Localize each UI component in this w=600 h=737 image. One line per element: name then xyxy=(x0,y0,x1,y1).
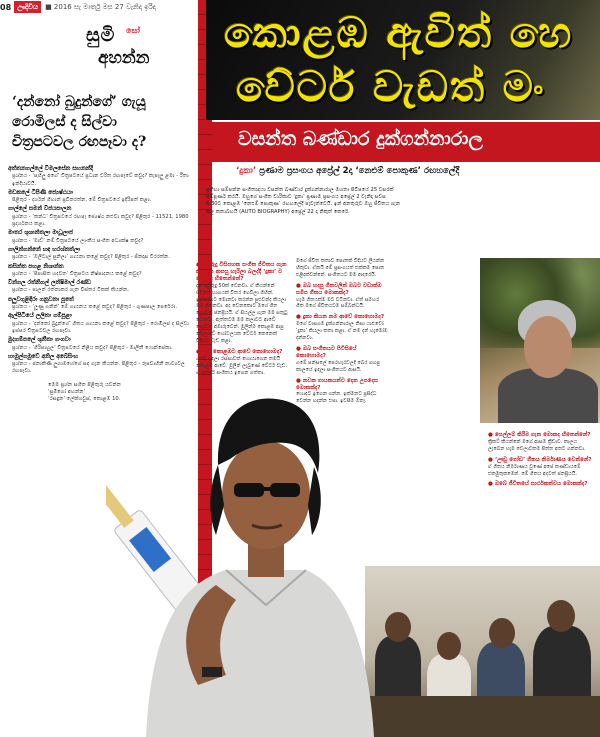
interview-question: ● ඔබ කොළඹට ආවේ කොහොමද? xyxy=(196,348,283,355)
hero-title-line-1: කොළඹ ඇවිත් හෙ xyxy=(224,8,574,57)
subheadline xyxy=(236,166,596,176)
qa-text: ප්‍රශ්නය - ‘මාඩ්’ නම් චිත්‍රපටයේ ලාංකීය සංගීත අධ්‍යක්ෂ කවුද? xyxy=(12,237,144,244)
interview-answer: ගමේ පන්සලේ පෙරහැරවලදී බෙර ගහපු කාලයේ ඉඳලා සංගීතයට ආසයි. xyxy=(296,359,380,373)
left-headline xyxy=(12,92,190,152)
qa-text: ප්‍රශ්නය - ‘ගිරිපාහුල’ චිත්‍රපටයේ නිළිය කවුද? පිළිතුර - මාලිනී ෆොන්සේකා. xyxy=(12,344,173,351)
sign-off-line: මෙම ප්‍රශ්න සහිත පිළිතුරු යවන්න xyxy=(48,381,121,388)
group-photo-head xyxy=(385,612,411,642)
group-photo xyxy=(365,566,600,737)
interview-answer: හොඳට ඉගෙන ගන්න. ඉක්මනට ප්‍රසිද්ධ වෙන්න හදන්න එපා. ඉවසීම ඕනෑ. xyxy=(296,391,377,405)
interview-answer: ක්‍රිකට් කියන්නේ මගේ ආසම ක්‍රීඩාව. කාලය ලැබෙන හැම වෙලාවකම පිත්ත අතට ගන්නවා. xyxy=(488,438,586,452)
intro-paragraph: ප්‍රතිභා සම්පන්න සංගීතඥයා වසන්ත බණ්ඩාර දුක්ගන්නාරාල මහතා පිටිපයේ 25 වසරක් සම්පූර්ණ කරයි. ඔහුගේ සංගීත චාරිකාව ‘දුකා’ ප්‍රණාම ප්‍රසංගය අප්‍රේල් 2 වැනිදා සවස 6.30ට කොළඹ ‘නෙළුම් පොකුණ’ රඟහලේදී පැවැත්වෙයි. ඉන් අනතුරුව ඔහු ජීවිතය ගැන කළ කතාබහයි (AUTO BIOGRAPHY) අප්‍රේල් 22 දා නිකුත් කෙරේ. xyxy=(206,187,401,215)
hero-banner xyxy=(206,0,600,120)
man-illustration xyxy=(106,355,376,737)
interview-question: ● අවුරුදු විසිපහක සංගීත ජීවිතය ගැන කියන්න ආපසු හැරිලා බලද්දී ‘දුකා’ ට මොකද හිතෙන්නේ? xyxy=(196,262,287,282)
sign-off-line: ‘රසඳුන’ ලේක්හවුස්, කොළඹ 10. xyxy=(48,396,121,403)
headline-line: රොමිලස් ද සිල්වා xyxy=(12,114,117,130)
sign-off-line: ‘සුමීගෝ අහන්න’ xyxy=(48,389,86,396)
interview-question: ● නවක ගායකයන්ට දෙන උපදෙස මොකක්ද? xyxy=(296,377,378,391)
page-header xyxy=(0,0,205,14)
group-photo-head xyxy=(437,632,461,660)
interview-question: ● දුකා කියන නම ආවේ කොහොමද? xyxy=(296,314,385,321)
interview-answer: ගමේ ඉඳලා රස්සාවක් හොයාගෙන තමයි කොළඹ ආවේ. මුලින් ලැබුණේ වේටර් වැඩ. ඒ අතරේ සංගීතය ඉගෙන ගත්තා. xyxy=(196,355,287,376)
qa-heading: අත්තනගල්ලේ විමලසේන සහනන්දී xyxy=(8,166,93,172)
subheadline-quote: ‘දුකා’ xyxy=(236,166,257,176)
qa-heading: මුදගම්පලේ ශුනීතා ගංගවා xyxy=(8,337,71,344)
group-photo-head xyxy=(547,600,575,632)
hero-title-line-2: වේටර් වැඩත් මං xyxy=(236,62,546,111)
qa-heading: මඩකලේ ටීපිණි ජ්‍යෙෂ්ඨයා xyxy=(8,189,73,196)
logo-line-1: සුමි xyxy=(86,24,116,46)
cutout-photo-man-with-bat xyxy=(106,355,376,737)
qa-text: ප්‍රශ්නය - ‘ලූණු ගනින්’ මේ ගායනය කළේ කවුද? පිළිතුර - ගුණපාල පෙරේරා. xyxy=(12,304,178,311)
qa-heading: ගාල්ලේ සමන් විජයපාලන xyxy=(8,206,72,213)
headline-line: චිත්‍රපටවල රඟපෑවා ද? xyxy=(12,134,147,150)
qa-heading: ඇල්පිටියේ ලලිතා ගම්පූළා xyxy=(8,313,72,320)
qa-heading: පලුවගුළිඳිරා ගනුවනා පූතේ xyxy=(8,296,74,303)
interview-question: ● ඔබ හදපු ගීතවලින් ඔබට වඩාත්ම සමීප ගීතය මොකක්ද? xyxy=(296,282,382,296)
qa-heading: මාතර ශුශාන්තලා මාධූලාජ xyxy=(8,230,73,237)
qa-text: පිළිතුර - දර්ශන් ගිහාන් ප්‍රවීනරත්න, මේ චිත්‍රපටයේ ඉදිරිපත් කළා. xyxy=(12,197,152,204)
logo-line-2: සෝ xyxy=(126,26,140,35)
logo-line-3: අහන්න xyxy=(98,48,150,68)
interview-question: ● ‘ඌඩු ගෝඩ’ ගීතය නිර්මාණය වෙන්නේ? xyxy=(488,456,592,463)
qa-heading: ගාලින්ගන්නේ හඳ හරශ්නත්ලා xyxy=(8,246,81,253)
photo-face xyxy=(524,316,572,378)
qa-text: ප්‍රශ්නය - ‘කන්ධ’ චිත්‍රපටයේ රඟපෑ ජ්‍යෙෂ්ඨ නළුවා කවුද? පිළිතුර - 11521, 1980 ප්‍රදර්ශනය කළා. xyxy=(12,213,189,228)
qa-heading: හාමුල්ගමුවේ අනිල අබේසිංහ xyxy=(8,353,79,360)
section-tag: ඌදිවිය xyxy=(14,1,41,13)
interview-answer: දැන් අවුරුදු 50ක් වෙනවා. ඒ කියන්නේ ජීවිතේ භාගයක් විතර ගෙවිලා ගිහින්. ඉස්සරහට මොනවා කරන්න පුළුවන්ද කියලා මම හිතනවා. අද වෙනකොට මගේ ගීත ගොඩක් ජනප්‍රියයි. ඒ සියල්ල ගැන මම සතුටු වෙනවා. ඇත්තටම මම කලාවට ආවේ ගොඩක් අමාරුවෙන්. මුලින්ම කොළඹ ආපු වෙලාවේ හෝටලයක වේටර් කෙනෙක් විදියට වැඩ කළා. xyxy=(196,282,288,344)
interview-answer: හැම ගීතයක්ම මට වටිනවා. ඒත් සමහර ගීත මගේ ජීවිතයටම සම්බන්ධයි. xyxy=(296,296,379,310)
interview-question: ● සෙල්ලම් කිරීම ගැන මොකද හිතෙන්නේ? xyxy=(488,432,591,438)
interview-question: ● ඔබේ ජීවිතයේ සාර්ථකත්වය මොකක්ද? xyxy=(488,481,588,488)
byline: වසන්ත බණ්ඩාර දුක්ගන්නාරාල xyxy=(238,128,483,150)
column-logo xyxy=(86,24,150,84)
group-photo-table xyxy=(365,696,600,737)
qa-text: ප්‍රශ්නය - ‘දන්නෝ බුදුන්ගේ’ ගීතය ගායනා කළේ කවුද? පිළිතුර - රොමිලස් ද සිල්වා ඉස්සර චිත්‍රපටවල රඟපෑවා. xyxy=(12,320,189,334)
qa-text: ප්‍රශ්නය - ‘ඔලිටාල් සුනිලා’ ගායනා කළේ කවුද? පිළිතුර - ජිනදාස වීරරත්න. xyxy=(12,254,170,261)
qa-text: ප්‍රශ්නය - ‘පිපාසිත හදවත’ චිත්‍රපටය නිෂ්පාදනය කළේ කවුද? xyxy=(12,270,142,277)
headline-line: ‘දන්නෝ බුදුන්ගේ’ ගැයූ xyxy=(12,94,146,110)
page-number: 08 xyxy=(0,2,12,12)
article-column-3 xyxy=(488,428,594,488)
group-photo-head xyxy=(489,618,515,648)
qa-text: ප්‍රශ්නය - ජනාකිණි ලුගාමහේගේ සඳ ගැන කියන්න. පිළිතුර - රූපවාහිනී නාට්‍යවල රඟපෑවා. xyxy=(12,361,185,375)
interview-answer: ඒ ගීතය නිර්මාණය වුණේ අපේ කණ්ඩායමේ එකමුතුකමෙන්. මේ ගීතය අදටත් ජනප්‍රියයි. xyxy=(488,463,581,477)
qa-text: ප්‍රශ්නය - ‘සහිලු අගේ’ චිත්‍රපටයේ ප්‍රධාන චරිත රඟපෑවේ කවුද? කැපෑලු ළමා - රීතා ඉන්දියාවයි. xyxy=(12,173,189,187)
qa-heading: වින්ගල රත්නිගල් ලන්ෂිමාල් රණ්ඩ xyxy=(8,280,91,287)
interview-question: ● ඔබ සංගීතයට පිවිසියේ කොහොමද? xyxy=(296,345,357,359)
interview-answer: මගේ වාසගම දුක්ගන්නාරාල නිසා යාළුවෝ ‘දුකා’ කියලා කතා කළා. ඒ නම දැන් හැමෝම දන්නවා. xyxy=(296,321,388,342)
issue-date: ■ 2016 සැ මාර්තු මස 27 වැනිදා ඉරිදා xyxy=(45,2,156,11)
qa-text: ප්‍රශ්නය - පාලන් රත්නාකර ගැන විස්තර ටිකක් කියන්න. xyxy=(12,287,129,294)
qa-heading: කසින්ත පහළ නිශාන්ත xyxy=(8,263,64,270)
subheadline-text: ප්‍රණාම ප්‍රසංගය අප්‍රේල් 2දා ‘නෙළුම් පොකුණ’ රඟහලේදී xyxy=(256,166,460,176)
interview-answer: මගේ ජීවිත කතාව පොතක් විදියට ලියන්න හිතුවා. ඒකයි මේ ප්‍රසංගයත් එක්කම පොත එළිදක්වන්නේ. සංගීතයට මම ආදරෙයි. xyxy=(296,258,385,278)
portrait-photo xyxy=(480,258,600,423)
